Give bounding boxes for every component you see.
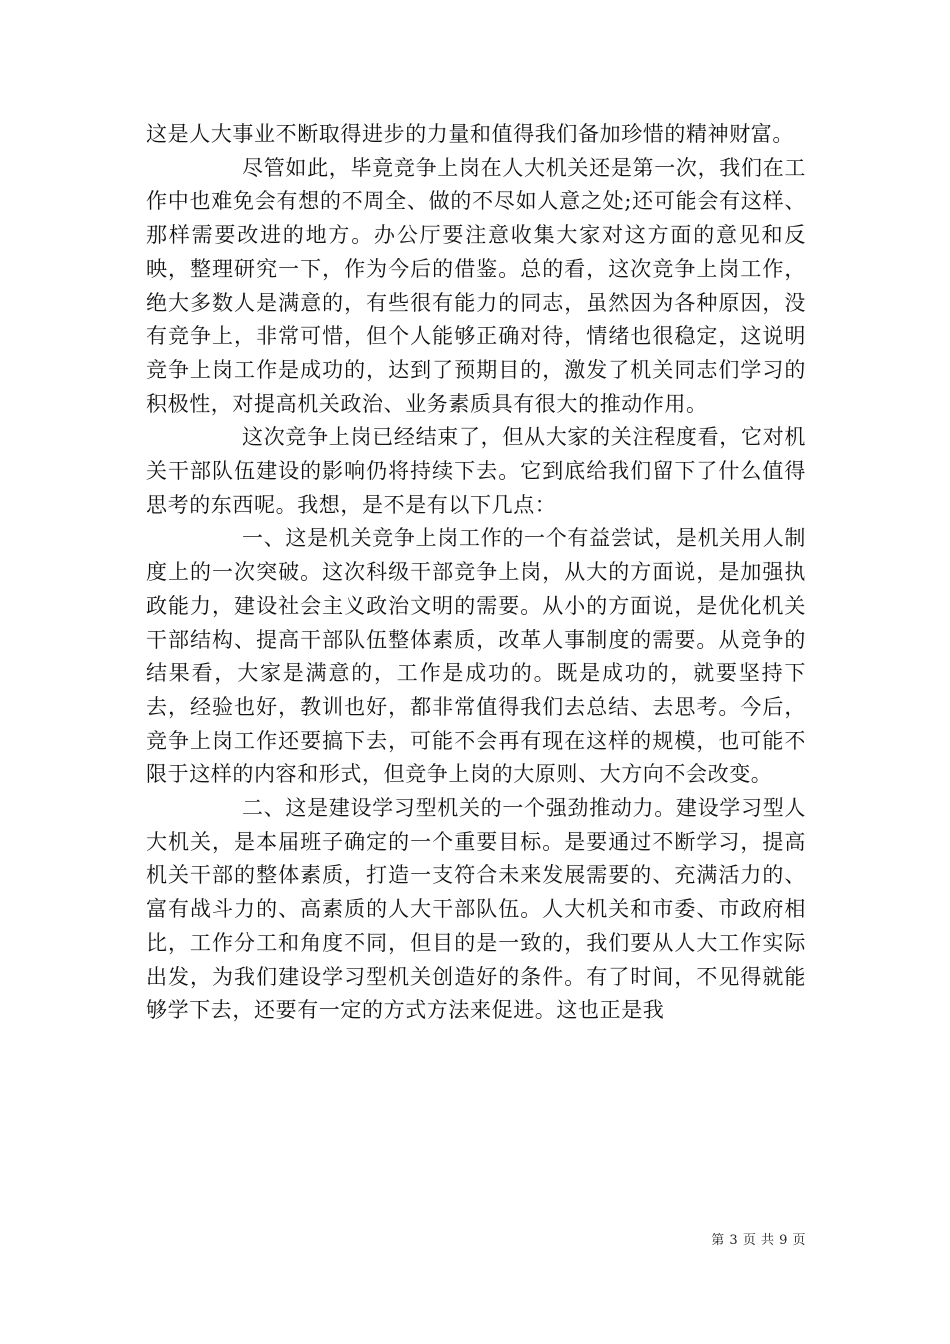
page-footer (0, 1233, 806, 1249)
paragraph-2: 尽管如此，毕竟竞争上岗在人大机关还是第一次，我们在工作中也难免会有想的不周全、做的不尽如人意之处;还可能会有这样、那样需要改进的地方。办公厅要注意收集大家对这方面的意见和反映，整理研究一下，作为今后的借鉴。总的看，这次竞争上岗工作，绝大多数人是满意的，有些很有能力的同志，虽然因为各种原因，没有竞争上，非常可惜，但个人能够正确对待，情绪也很稳定，这说明竞争上岗工作是成功的，达到了预期目的，激发了机关同志们学习的积极性，对提高机关政治、业务素质具有很大的推动作用。 (146, 155, 806, 416)
paragraph-3: 这次竞争上岗已经结束了，但从大家的关注程度看，它对机关干部队伍建设的影响仍将持续下去。它到底给我们留下了什么值得思考的东西呢。我想，是不是有以下几点： (146, 425, 806, 517)
paragraph-4: 一、这是机关竞争上岗工作的一个有益尝试，是机关用人制度上的一次突破。这次科级干部竞争上岗，从大的方面说，是加强执政能力，建设社会主义政治文明的需要。从小的方面说，是优化机关干部结构、提高干部队伍整体素质，改革人事制度的需要。从竞争的结果看，大家是满意的，工作是成功的。既是成功的，就要坚持下去，经验也好，教训也好，都非常值得我们去总结、去思考。今后，竞争上岗工作还要搞下去，可能不会再有现在这样的规模，也可能不限于这样的内容和形式，但竞争上岗的大原则、大方向不会改变。 (146, 526, 806, 787)
paragraph-1: 这是人大事业不断取得进步的力量和值得我们备加珍惜的精神财富。 (146, 122, 794, 146)
document-body (146, 118, 806, 1028)
paragraph-5: 二、这是建设学习型机关的一个强劲推动力。建设学习型人大机关，是本届班子确定的一个重要目标。是要通过不断学习，提高机关干部的整体素质，打造一支符合未来发展需要的、充满活力的、富有战斗力的、高素质的人大干部队伍。人大机关和市委、市政府相比，工作分工和角度不同，但目的是一致的，我们要从人大工作实际出发，为我们建设学习型机关创造好的条件。有了时间，不见得就能够学下去，还要有一定的方式方法来促进。这也正是我 (146, 796, 806, 1023)
page-number-indicator: 第 3 页 共 9 页 (711, 1233, 806, 1248)
